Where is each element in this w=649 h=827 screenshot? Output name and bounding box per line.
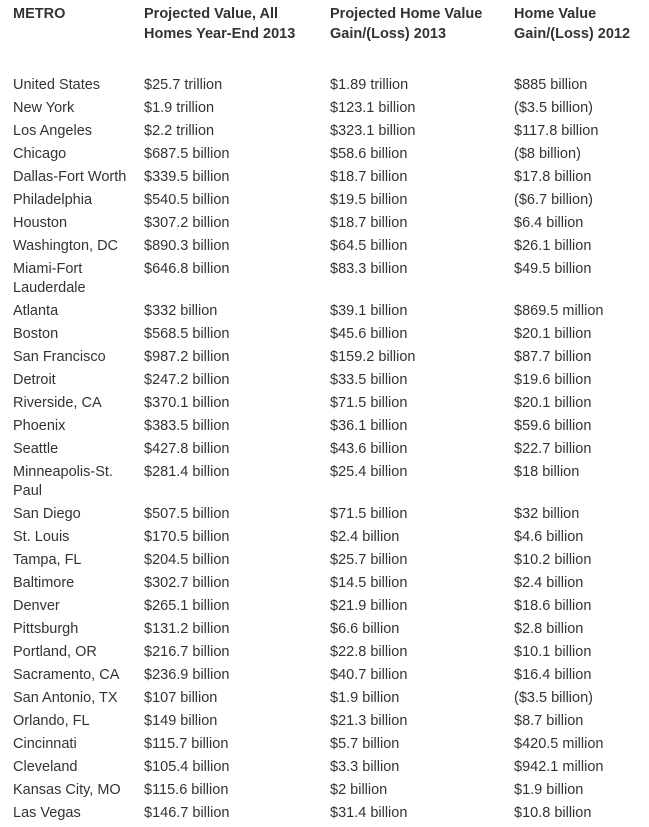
projected-value-cell: $332 billion bbox=[144, 303, 218, 319]
metro-cell: Denver bbox=[13, 598, 60, 614]
projected-value-cell: $146.7 billion bbox=[144, 805, 230, 821]
metro-cell: United States bbox=[13, 77, 101, 93]
projected-value-cell: $281.4 billion bbox=[144, 464, 230, 480]
table-row bbox=[10, 781, 646, 804]
header-projected-gain-2013: Projected Home Value Gain/(Loss) 2013 bbox=[330, 6, 483, 42]
gain-2012-cell: $6.4 billion bbox=[514, 215, 584, 231]
table-row bbox=[10, 463, 646, 505]
table-row bbox=[10, 371, 646, 394]
table-row bbox=[10, 325, 646, 348]
table-row bbox=[10, 99, 646, 122]
table-row bbox=[10, 528, 646, 551]
gain-2012-cell: $4.6 billion bbox=[514, 529, 584, 545]
metro-cell: Portland, OR bbox=[13, 644, 97, 660]
projected-value-cell: $107 billion bbox=[144, 690, 218, 706]
gain-2012-cell: $2.4 billion bbox=[514, 575, 584, 591]
projected-value-cell: $170.5 billion bbox=[144, 529, 230, 545]
metro-cell: Phoenix bbox=[13, 418, 66, 434]
table-row bbox=[10, 551, 646, 574]
projected-value-cell: $540.5 billion bbox=[144, 192, 230, 208]
gain-2012-cell: $10.8 billion bbox=[514, 805, 592, 821]
projected-value-cell: $339.5 billion bbox=[144, 169, 230, 185]
projected-value-cell: $568.5 billion bbox=[144, 326, 230, 342]
metro-cell: Dallas-Fort Worth bbox=[13, 169, 127, 185]
header-metro: METRO bbox=[13, 6, 66, 22]
projected-value-cell: $1.9 trillion bbox=[144, 100, 215, 116]
projected-gain-cell: $25.7 billion bbox=[330, 552, 408, 568]
metro-cell: Orlando, FL bbox=[13, 713, 90, 729]
projected-value-cell: $247.2 billion bbox=[144, 372, 230, 388]
table-row bbox=[10, 214, 646, 237]
gain-2012-cell: $19.6 billion bbox=[514, 372, 592, 388]
projected-value-cell: $115.6 billion bbox=[144, 782, 229, 798]
gain-2012-cell: $17.8 billion bbox=[514, 169, 592, 185]
table-row bbox=[10, 712, 646, 735]
projected-value-cell: $115.7 billion bbox=[144, 736, 229, 752]
metro-cell: San Francisco bbox=[13, 349, 106, 365]
gain-2012-cell: $18 billion bbox=[514, 464, 580, 480]
table-body bbox=[10, 74, 646, 827]
table-row bbox=[10, 620, 646, 643]
projected-value-cell: $427.8 billion bbox=[144, 441, 230, 457]
metro-cell: Sacramento, CA bbox=[13, 667, 120, 683]
table-row bbox=[10, 191, 646, 214]
projected-gain-cell: $1.89 trillion bbox=[330, 77, 409, 93]
table-row bbox=[10, 758, 646, 781]
gain-2012-cell: $942.1 million bbox=[514, 759, 604, 775]
projected-gain-cell: $45.6 billion bbox=[330, 326, 408, 342]
projected-gain-cell: $323.1 billion bbox=[330, 123, 416, 139]
projected-value-cell: $646.8 billion bbox=[144, 261, 230, 277]
gain-2012-cell: $49.5 billion bbox=[514, 261, 592, 277]
metro-cell: Detroit bbox=[13, 372, 56, 388]
header-row bbox=[10, 4, 646, 74]
projected-gain-cell: $21.9 billion bbox=[330, 598, 408, 614]
table-row bbox=[10, 122, 646, 145]
metro-cell: San Antonio, TX bbox=[13, 690, 118, 706]
projected-gain-cell: $39.1 billion bbox=[330, 303, 408, 319]
projected-value-cell: $370.1 billion bbox=[144, 395, 230, 411]
projected-value-cell: $890.3 billion bbox=[144, 238, 230, 254]
gain-2012-cell: $8.7 billion bbox=[514, 713, 584, 729]
table-row bbox=[10, 74, 646, 99]
projected-value-cell: $302.7 billion bbox=[144, 575, 230, 591]
projected-gain-cell: $123.1 billion bbox=[330, 100, 416, 116]
projected-gain-cell: $18.7 billion bbox=[330, 169, 408, 185]
metro-cell: Seattle bbox=[13, 441, 59, 457]
projected-value-cell: $507.5 billion bbox=[144, 506, 230, 522]
table-row bbox=[10, 574, 646, 597]
metro-cell: St. Louis bbox=[13, 529, 70, 545]
gain-2012-cell: $885 billion bbox=[514, 77, 588, 93]
metro-cell: Kansas City, MO bbox=[13, 782, 121, 798]
table-row bbox=[10, 597, 646, 620]
projected-value-cell: $216.7 billion bbox=[144, 644, 230, 660]
projected-gain-cell: $5.7 billion bbox=[330, 736, 400, 752]
gain-2012-cell: $20.1 billion bbox=[514, 395, 592, 411]
metro-cell: Chicago bbox=[13, 146, 67, 162]
projected-gain-cell: $21.3 billion bbox=[330, 713, 408, 729]
projected-value-cell: $131.2 billion bbox=[144, 621, 230, 637]
metro-cell: Cincinnati bbox=[13, 736, 77, 752]
table-row bbox=[10, 804, 646, 827]
gain-2012-cell: ($6.7 billion) bbox=[514, 192, 593, 208]
projected-gain-cell: $6.6 billion bbox=[330, 621, 400, 637]
projected-gain-cell: $43.6 billion bbox=[330, 441, 408, 457]
gain-2012-cell: $59.6 billion bbox=[514, 418, 592, 434]
metro-cell: Washington, DC bbox=[13, 238, 119, 254]
header-projected-value-2013: Projected Value, All Homes Year-End 2013 bbox=[144, 6, 296, 42]
table-row bbox=[10, 145, 646, 168]
gain-2012-cell: $2.8 billion bbox=[514, 621, 584, 637]
header-gain-2012: Home Value Gain/(Loss) 2012 bbox=[514, 6, 631, 42]
table-row bbox=[10, 168, 646, 191]
gain-2012-cell: $20.1 billion bbox=[514, 326, 592, 342]
projected-gain-cell: $19.5 billion bbox=[330, 192, 408, 208]
table-row bbox=[10, 689, 646, 712]
projected-gain-cell: $3.3 billion bbox=[330, 759, 400, 775]
table-row bbox=[10, 666, 646, 689]
gain-2012-cell: $10.2 billion bbox=[514, 552, 592, 568]
metro-cell: Pittsburgh bbox=[13, 621, 79, 637]
metro-cell: Las Vegas bbox=[13, 805, 81, 821]
table-row bbox=[10, 260, 646, 302]
metro-cell: Baltimore bbox=[13, 575, 75, 591]
table-row bbox=[10, 440, 646, 463]
projected-gain-cell: $14.5 billion bbox=[330, 575, 408, 591]
table-row bbox=[10, 348, 646, 371]
table-row bbox=[10, 505, 646, 528]
table-row bbox=[10, 417, 646, 440]
metro-cell: Minneapolis-St. Paul bbox=[13, 464, 113, 499]
table-row bbox=[10, 735, 646, 758]
gain-2012-cell: $10.1 billion bbox=[514, 644, 592, 660]
projected-gain-cell: $25.4 billion bbox=[330, 464, 408, 480]
metro-cell: Miami-Fort Lauderdale bbox=[13, 261, 86, 296]
metro-cell: Los Angeles bbox=[13, 123, 93, 139]
metro-cell: Tampa, FL bbox=[13, 552, 82, 568]
projected-gain-cell: $64.5 billion bbox=[330, 238, 408, 254]
projected-gain-cell: $31.4 billion bbox=[330, 805, 408, 821]
gain-2012-cell: ($3.5 billion) bbox=[514, 100, 593, 116]
metro-home-value-table bbox=[10, 4, 646, 827]
gain-2012-cell: $420.5 million bbox=[514, 736, 604, 752]
gain-2012-cell: $16.4 billion bbox=[514, 667, 592, 683]
projected-value-cell: $105.4 billion bbox=[144, 759, 230, 775]
metro-cell: Philadelphia bbox=[13, 192, 93, 208]
metro-cell: Riverside, CA bbox=[13, 395, 102, 411]
metro-cell: Boston bbox=[13, 326, 59, 342]
gain-2012-cell: $22.7 billion bbox=[514, 441, 592, 457]
projected-value-cell: $987.2 billion bbox=[144, 349, 230, 365]
gain-2012-cell: ($8 billion) bbox=[514, 146, 581, 162]
projected-value-cell: $25.7 trillion bbox=[144, 77, 223, 93]
table-header bbox=[10, 4, 646, 74]
projected-gain-cell: $159.2 billion bbox=[330, 349, 416, 365]
gain-2012-cell: $32 billion bbox=[514, 506, 580, 522]
gain-2012-cell: $26.1 billion bbox=[514, 238, 592, 254]
projected-value-cell: $307.2 billion bbox=[144, 215, 230, 231]
gain-2012-cell: $869.5 million bbox=[514, 303, 604, 319]
metro-cell: Houston bbox=[13, 215, 68, 231]
projected-gain-cell: $22.8 billion bbox=[330, 644, 408, 660]
projected-gain-cell: $1.9 billion bbox=[330, 690, 400, 706]
projected-gain-cell: $71.5 billion bbox=[330, 395, 408, 411]
projected-value-cell: $204.5 billion bbox=[144, 552, 230, 568]
projected-value-cell: $265.1 billion bbox=[144, 598, 230, 614]
projected-gain-cell: $2.4 billion bbox=[330, 529, 400, 545]
projected-gain-cell: $71.5 billion bbox=[330, 506, 408, 522]
table-row bbox=[10, 394, 646, 417]
table-row bbox=[10, 302, 646, 325]
gain-2012-cell: $117.8 billion bbox=[514, 123, 599, 139]
metro-cell: Cleveland bbox=[13, 759, 78, 775]
projected-gain-cell: $83.3 billion bbox=[330, 261, 408, 277]
metro-cell: New York bbox=[13, 100, 75, 116]
projected-gain-cell: $18.7 billion bbox=[330, 215, 408, 231]
projected-gain-cell: $58.6 billion bbox=[330, 146, 408, 162]
gain-2012-cell: $1.9 billion bbox=[514, 782, 584, 798]
gain-2012-cell: $18.6 billion bbox=[514, 598, 592, 614]
projected-gain-cell: $2 billion bbox=[330, 782, 388, 798]
projected-value-cell: $383.5 billion bbox=[144, 418, 230, 434]
projected-value-cell: $687.5 billion bbox=[144, 146, 230, 162]
table-row bbox=[10, 237, 646, 260]
projected-gain-cell: $36.1 billion bbox=[330, 418, 408, 434]
projected-gain-cell: $33.5 billion bbox=[330, 372, 408, 388]
table-row bbox=[10, 643, 646, 666]
projected-value-cell: $236.9 billion bbox=[144, 667, 230, 683]
projected-value-cell: $149 billion bbox=[144, 713, 218, 729]
projected-value-cell: $2.2 trillion bbox=[144, 123, 215, 139]
gain-2012-cell: ($3.5 billion) bbox=[514, 690, 593, 706]
metro-cell: Atlanta bbox=[13, 303, 59, 319]
projected-gain-cell: $40.7 billion bbox=[330, 667, 408, 683]
gain-2012-cell: $87.7 billion bbox=[514, 349, 592, 365]
metro-cell: San Diego bbox=[13, 506, 81, 522]
